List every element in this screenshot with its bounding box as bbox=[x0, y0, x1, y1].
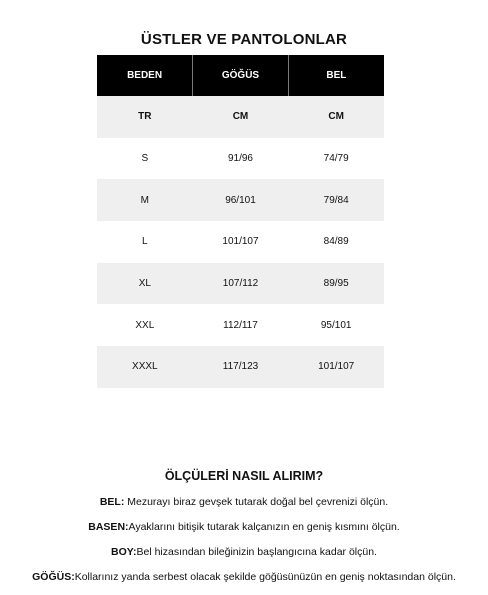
page-title: ÜSTLER VE PANTOLONLAR bbox=[140, 31, 348, 48]
table-cell: CM bbox=[193, 96, 289, 138]
table-cell: CM bbox=[288, 96, 384, 138]
instruction-text: Mezurayı biraz gevşek tutarak doğal bel çevrenizi ölçün. bbox=[124, 496, 389, 508]
table-row bbox=[97, 221, 384, 263]
instruction-term: BASEN: bbox=[88, 521, 129, 533]
table-cell: 95/101 bbox=[320, 319, 352, 331]
table-cell: 74/79 bbox=[323, 153, 349, 165]
table-cell: TR bbox=[97, 96, 193, 138]
column-header-chest: GÖĞÜS bbox=[193, 55, 289, 96]
instruction-term: BOY: bbox=[111, 546, 137, 558]
table-row bbox=[97, 263, 384, 305]
table-cell: 91/96 bbox=[227, 153, 253, 165]
table-cell: XXL bbox=[135, 319, 155, 331]
instructions-heading: ÖLÇÜLERİ NASIL ALIRIM? bbox=[164, 469, 324, 483]
instruction-term: GÖĞÜS: bbox=[32, 571, 75, 583]
instruction-text: Kollarınız yanda serbest olacak şekilde göğüsünüzün en geniş noktasından ölçün. bbox=[74, 571, 456, 583]
table-cell: 96/101 bbox=[193, 179, 289, 221]
instruction-hip bbox=[0, 520, 488, 545]
table-cell: 79/84 bbox=[288, 179, 384, 221]
table-header-row bbox=[97, 55, 384, 96]
table-row-units bbox=[97, 96, 384, 138]
instruction-chest bbox=[0, 570, 488, 595]
table-cell: 101/107 bbox=[288, 346, 384, 388]
table-cell: L bbox=[142, 236, 148, 248]
table-cell: M bbox=[97, 179, 193, 221]
table-row bbox=[97, 304, 384, 346]
table-cell: 89/95 bbox=[288, 263, 384, 305]
instruction-length bbox=[0, 545, 488, 570]
table-row bbox=[97, 138, 384, 180]
table-cell: 107/112 bbox=[193, 263, 289, 305]
table-cell: 84/89 bbox=[323, 236, 349, 248]
column-header-size: BEDEN bbox=[97, 55, 193, 96]
measurement-instructions bbox=[0, 469, 488, 595]
instruction-waist bbox=[0, 495, 488, 520]
table-row bbox=[97, 179, 384, 221]
size-chart-table bbox=[97, 55, 384, 388]
table-cell: 117/123 bbox=[193, 346, 289, 388]
table-cell: XL bbox=[97, 263, 193, 305]
instruction-text: Ayaklarını bitişik tutarak kalçanızın en geniş kısmını ölçün. bbox=[128, 521, 400, 533]
table-cell: 101/107 bbox=[222, 236, 259, 248]
table-cell: 112/117 bbox=[223, 319, 258, 331]
table-row bbox=[97, 346, 384, 388]
instruction-text: Bel hizasından bileğinizin başlangıcına kadar ölçün. bbox=[136, 546, 377, 558]
table-cell: S bbox=[141, 153, 149, 165]
instruction-term: BEL: bbox=[99, 496, 125, 508]
table-cell: XXXL bbox=[97, 346, 193, 388]
column-header-waist: BEL bbox=[288, 55, 384, 96]
